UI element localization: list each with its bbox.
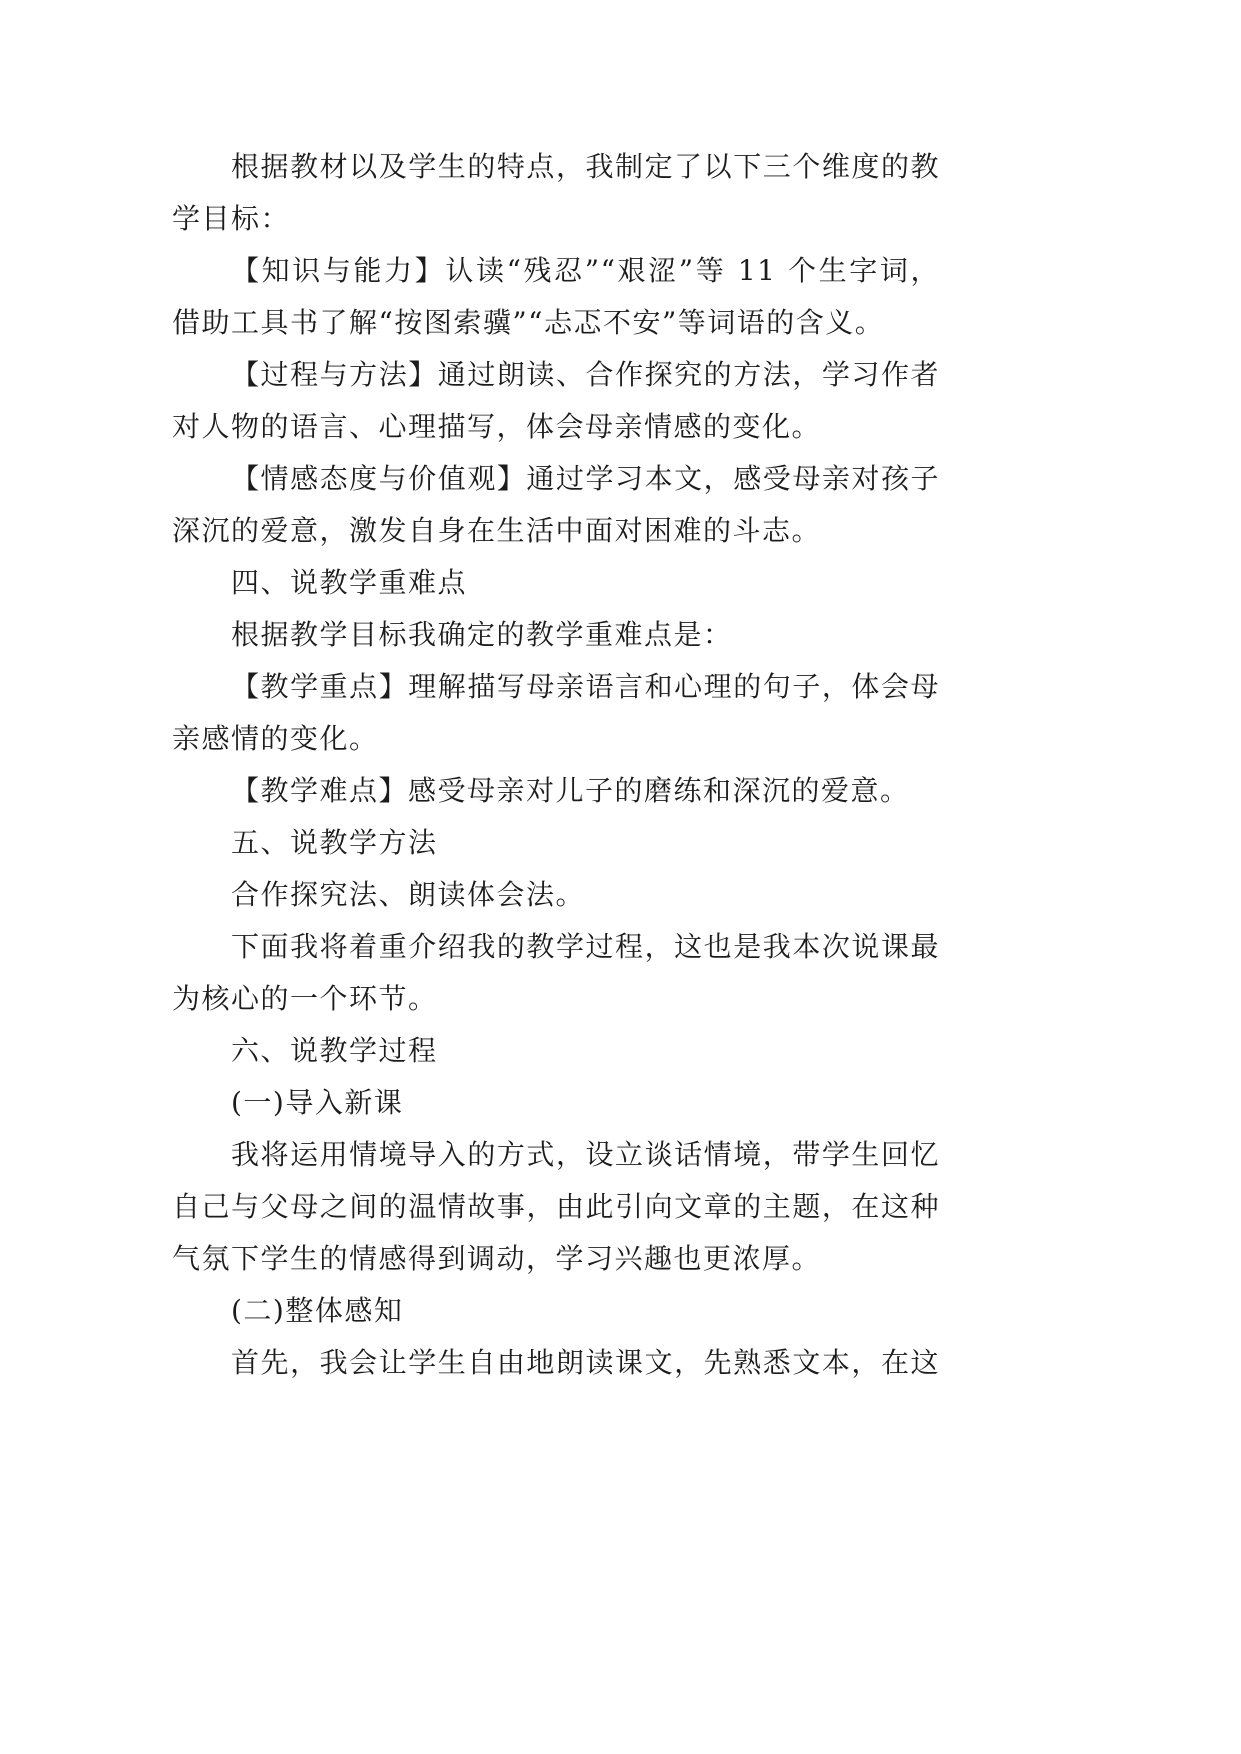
text-line: 【教学重点】理解描写母亲语言和心理的句子，体会母: [231, 670, 940, 703]
section-heading: [172, 1025, 940, 1077]
text-line: 【情感态度与价值观】通过学习本文，感受母亲对孩子: [231, 462, 940, 495]
text-line: 学目标：: [172, 202, 291, 235]
subsection-heading-text: (二)整体感知: [231, 1294, 404, 1327]
section-heading: [172, 557, 940, 609]
text-line: 合作探究法、朗读体会法。: [231, 878, 586, 911]
text-line: 【过程与方法】通过朗读、合作探究的方法，学习作者: [231, 358, 940, 391]
section-heading-text: 四、说教学重难点: [231, 566, 468, 599]
subsection-heading: [172, 1077, 940, 1129]
text-line: 自己与父母之间的温情故事，由此引向文章的主题，在这种: [172, 1190, 940, 1223]
text-line: 对人物的语言、心理描写，体会母亲情感的变化。: [172, 410, 822, 443]
paragraph: [172, 1337, 940, 1389]
text-line: 【知识与能力】认读“残忍”“艰涩”等 11 个生字词，: [231, 254, 940, 287]
paragraph: [172, 141, 940, 245]
paragraph-emotion-goal: [172, 453, 940, 557]
text-line: 【教学难点】感受母亲对儿子的磨练和深沉的爱意。: [231, 774, 910, 807]
section-heading-text: 五、说教学方法: [231, 826, 438, 859]
text-line: 深沉的爱意，激发自身在生活中面对困难的斗志。: [172, 514, 822, 547]
text-line: 下面我将着重介绍我的教学过程，这也是我本次说课最: [231, 930, 940, 963]
text-line: 根据教材以及学生的特点，我制定了以下三个维度的教: [231, 150, 940, 183]
paragraph-difficult-point: [172, 765, 940, 817]
paragraph: [172, 921, 940, 1025]
paragraph: [172, 869, 940, 921]
paragraph: [172, 1129, 940, 1285]
document-body: [172, 141, 940, 1389]
paragraph-knowledge-goal: [172, 245, 940, 349]
section-heading-text: 六、说教学过程: [231, 1034, 438, 1067]
paragraph: [172, 609, 940, 661]
subsection-heading-text: (一)导入新课: [231, 1086, 404, 1119]
text-line: 首先，我会让学生自由地朗读课文，先熟悉文本，在这: [231, 1346, 940, 1379]
text-line: 借助工具书了解“按图索骥”“忐忑不安”等词语的含义。: [172, 306, 885, 339]
subsection-heading: [172, 1285, 940, 1337]
paragraph-process-goal: [172, 349, 940, 453]
paragraph-key-point: [172, 661, 940, 765]
text-line: 我将运用情境导入的方式，设立谈话情境，带学生回忆: [231, 1138, 940, 1171]
text-line: 为核心的一个环节。: [172, 982, 438, 1015]
section-heading: [172, 817, 940, 869]
text-line: 气氛下学生的情感得到调动，学习兴趣也更浓厚。: [172, 1242, 822, 1275]
text-line: 根据教学目标我确定的教学重难点是：: [231, 618, 733, 651]
text-line: 亲感情的变化。: [172, 722, 379, 755]
